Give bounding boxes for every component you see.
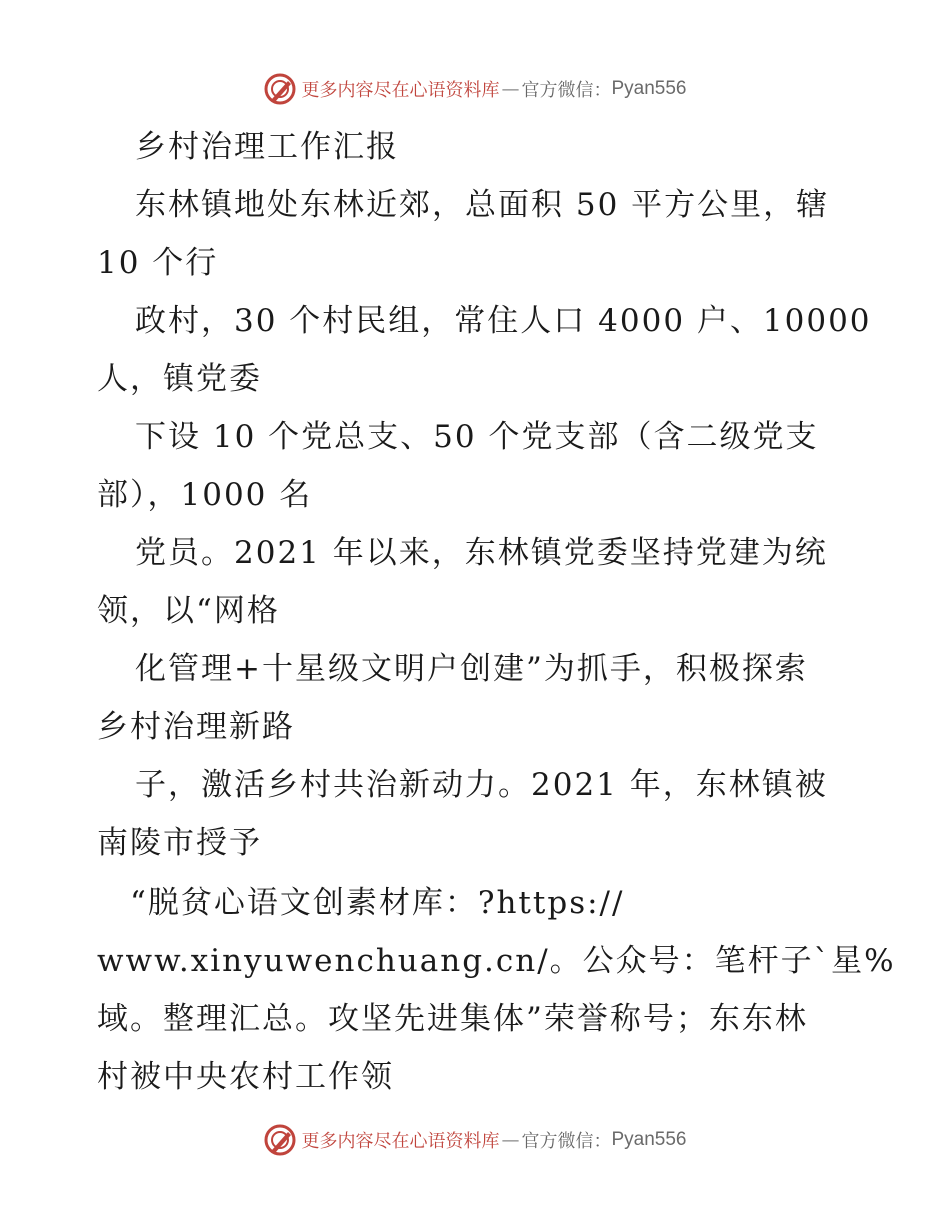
text-line: 下设 10 个党总支、50 个党支部（含二级党支 (135, 419, 819, 455)
text-line: 部），1000 名 (97, 477, 313, 513)
text-line: 党员。2021 年以来，东林镇党委坚持党建为统 (135, 535, 828, 571)
document-title: 乡村治理工作汇报 (135, 129, 399, 165)
watermark-wechat-label: 官方微信： (521, 1131, 612, 1152)
watermark-separator: — (501, 1129, 520, 1151)
watermark-wechat-id: Pyan556 (611, 78, 687, 99)
text-line: 子，激活乡村共治新动力。2021 年，东林镇被 (135, 767, 828, 803)
text-line: 东林镇地处东林近郊，总面积 50 平方公里，辖 (135, 187, 830, 223)
watermark-separator: — (501, 78, 520, 100)
text-line: 10 个行 (97, 245, 219, 281)
text-line: 人，镇党委 (97, 361, 262, 397)
text-line: 领，以“网格 (97, 593, 280, 629)
text-line: 南陵市授予 (97, 825, 262, 861)
watermark-wechat-id: Pyan556 (611, 1129, 687, 1150)
watermark-text: 更多内容尽在心语资料库 (301, 80, 500, 101)
footer-watermark (0, 1123, 950, 1157)
pen-logo-icon (263, 1123, 297, 1157)
text-line: 域。整理汇总。攻坚先进集体”荣誉称号；东东林 (97, 1001, 808, 1037)
text-line: 政村，30 个村民组，常住人口 4000 户、10000 (135, 303, 872, 339)
header-watermark (0, 72, 950, 106)
watermark-wechat-label: 官方微信： (521, 80, 612, 101)
text-line: www.xinyuwenchuang.cn/。公众号：笔杆子`星% (97, 943, 896, 979)
watermark-text: 更多内容尽在心语资料库 (301, 1131, 500, 1152)
text-line: 乡村治理新路 (97, 709, 295, 745)
text-line: 村被中央农村工作领 (97, 1059, 394, 1095)
text-line: “脱贫心语文创素材库：?https:// (130, 885, 625, 921)
pen-logo-icon (263, 72, 297, 106)
text-line: 化管理+十星级文明户创建”为抓手，积极探索 (135, 651, 808, 687)
